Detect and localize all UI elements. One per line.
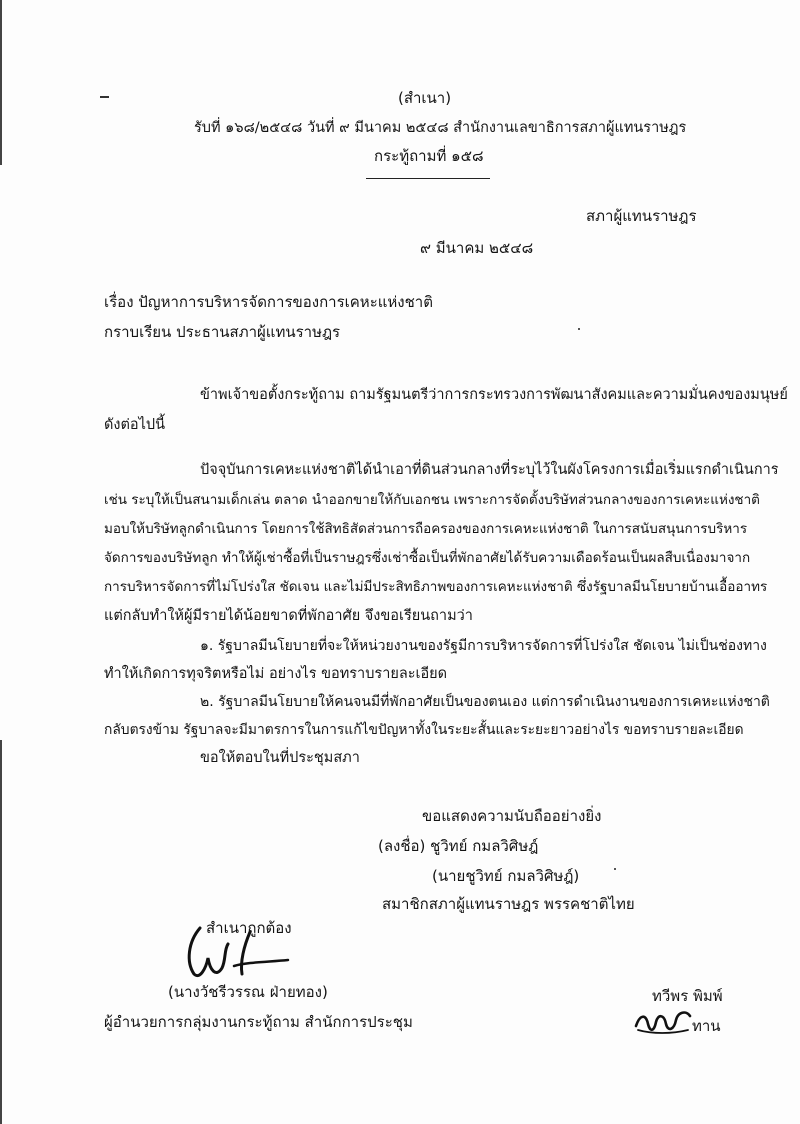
signatory-position: สมาชิกสภาผู้แทนราษฎร พรรคชาติไทย [382,895,635,913]
checker-line: ทาน [692,1017,721,1035]
body-line: ทำให้เกิดการทุจริตหรือไม่ อย่างไร ขอทราบรายละเอียด [104,666,448,682]
body-line: มอบให้บริษัทลูกดำเนินการ โดยการใช้สิทธิสัดส่วนการถือครองของการเคหะแห่งชาติ ในการสนับสนุนการบริหาร [104,521,748,537]
question-number: กระทู้ถามที่ ๑๕๘ [374,147,484,165]
signatory-name: (นายชูวิทย์ กมลวิศิษฎ์) [432,867,580,885]
body-line: จัดการของบริษัทลูก ทำให้ผู้เช่าซื้อที่เป็นราษฎรซึ่งเช่าซื้อเป็นที่พักอาศัยได้รับความเดือดร้อนเป็นผลสืบเนื่องมาจาก [104,550,751,566]
closing-regards: ขอแสดงความนับถืออย่างยิ่ง [422,807,602,825]
sender-org: สภาผู้แทนราษฎร [586,207,697,225]
body-line: เช่น ระบุให้เป็นสนามเด็กเล่น ตลาด นำออกขายให้กับเอกชน เพราะการจัดตั้งบริษัทส่วนกลางของการเคหะแห่งชาติ [104,492,760,508]
typist-line: ทวีพร พิมพ์ [652,987,723,1005]
header-divider [366,178,490,179]
body-line: ข้าพเจ้าขอตั้งกระทู้ถาม ถามรัฐมนตรีว่าการกระทรวงการพัฒนาสังคมและความมั่นคงของมนุษย์ [200,387,788,403]
scan-speck [614,868,616,870]
body-line: ขอให้ตอบในที่ประชุมสภา [200,750,360,766]
certified-copy-label: สำเนาถูกต้อง [206,919,292,937]
question-item-1: ๑. รัฐบาลมีนโยบายที่จะให้หน่วยงานของรัฐมีการบริหารจัดการที่โปร่งใส ชัดเจน ไม่เป็นช่องทาง [200,638,767,654]
addressee-line: กราบเรียน ประธานสภาผู้แทนราษฎร [104,323,341,341]
copy-label: (สำเนา) [398,89,452,107]
body-line: แต่กลับทำให้ผู้มีรายได้น้อยขาดที่พักอาศัย จึงขอเรียนถามว่า [104,608,473,624]
scan-edge-bottom [0,740,2,1124]
scan-edge-top [0,0,2,165]
letter-date: ๙ มีนาคม ๒๕๔๘ [420,239,534,257]
certifier-position: ผู้อำนวยการกลุ่มงานกระทู้ถาม สำนักการประชุม [104,1013,413,1031]
body-line: การบริหารจัดการที่ไม่โปร่งใส ชัดเจน และไม่มีประสิทธิภาพของการเคหะแห่งชาติ ซึ่งรัฐบาลมีนโยบายบ้านเอื้ออาทร [104,579,768,595]
scan-speck [578,328,580,330]
body-line: ดังต่อไปนี้ [104,417,166,433]
certifier-name: (นางวัชรีวรรณ ฝ่ายทอง) [168,983,328,1001]
checker-handwritten-initial [632,1004,694,1038]
body-line: ปัจจุบันการเคหะแห่งชาติได้นำเอาที่ดินส่วนกลางที่ระบุไว้ในผังโครงการเมื่อเริ่มแรกดำเนินการ [200,462,779,478]
subject-line: เรื่อง ปัญหาการบริหารจัดการของการเคหะแห่งชาติ [104,293,433,311]
handwritten-signature [178,922,298,982]
receipt-line: รับที่ ๑๖๘/๒๕๔๘ วันที่ ๙ มีนาคม ๒๕๔๘ สำนักงานเลขาธิการสภาผู้แทนราษฎร [194,120,687,136]
question-item-2: ๒. รัฐบาลมีนโยบายให้คนจนมีที่พักอาศัยเป็นของตนเอง แต่การดำเนินงานของการเคหะแห่งชาติ [200,694,770,710]
scan-speck [100,96,109,98]
signature-line: (ลงชื่อ) ชูวิทย์ กมลวิศิษฎ์ [378,837,539,855]
body-line: กลับตรงข้าม รัฐบาลจะมีมาตรการในการแก้ไขปัญหาทั้งในระยะสั้นและระยะยาวอย่างไร ขอทราบรายละเอียด [104,722,744,738]
